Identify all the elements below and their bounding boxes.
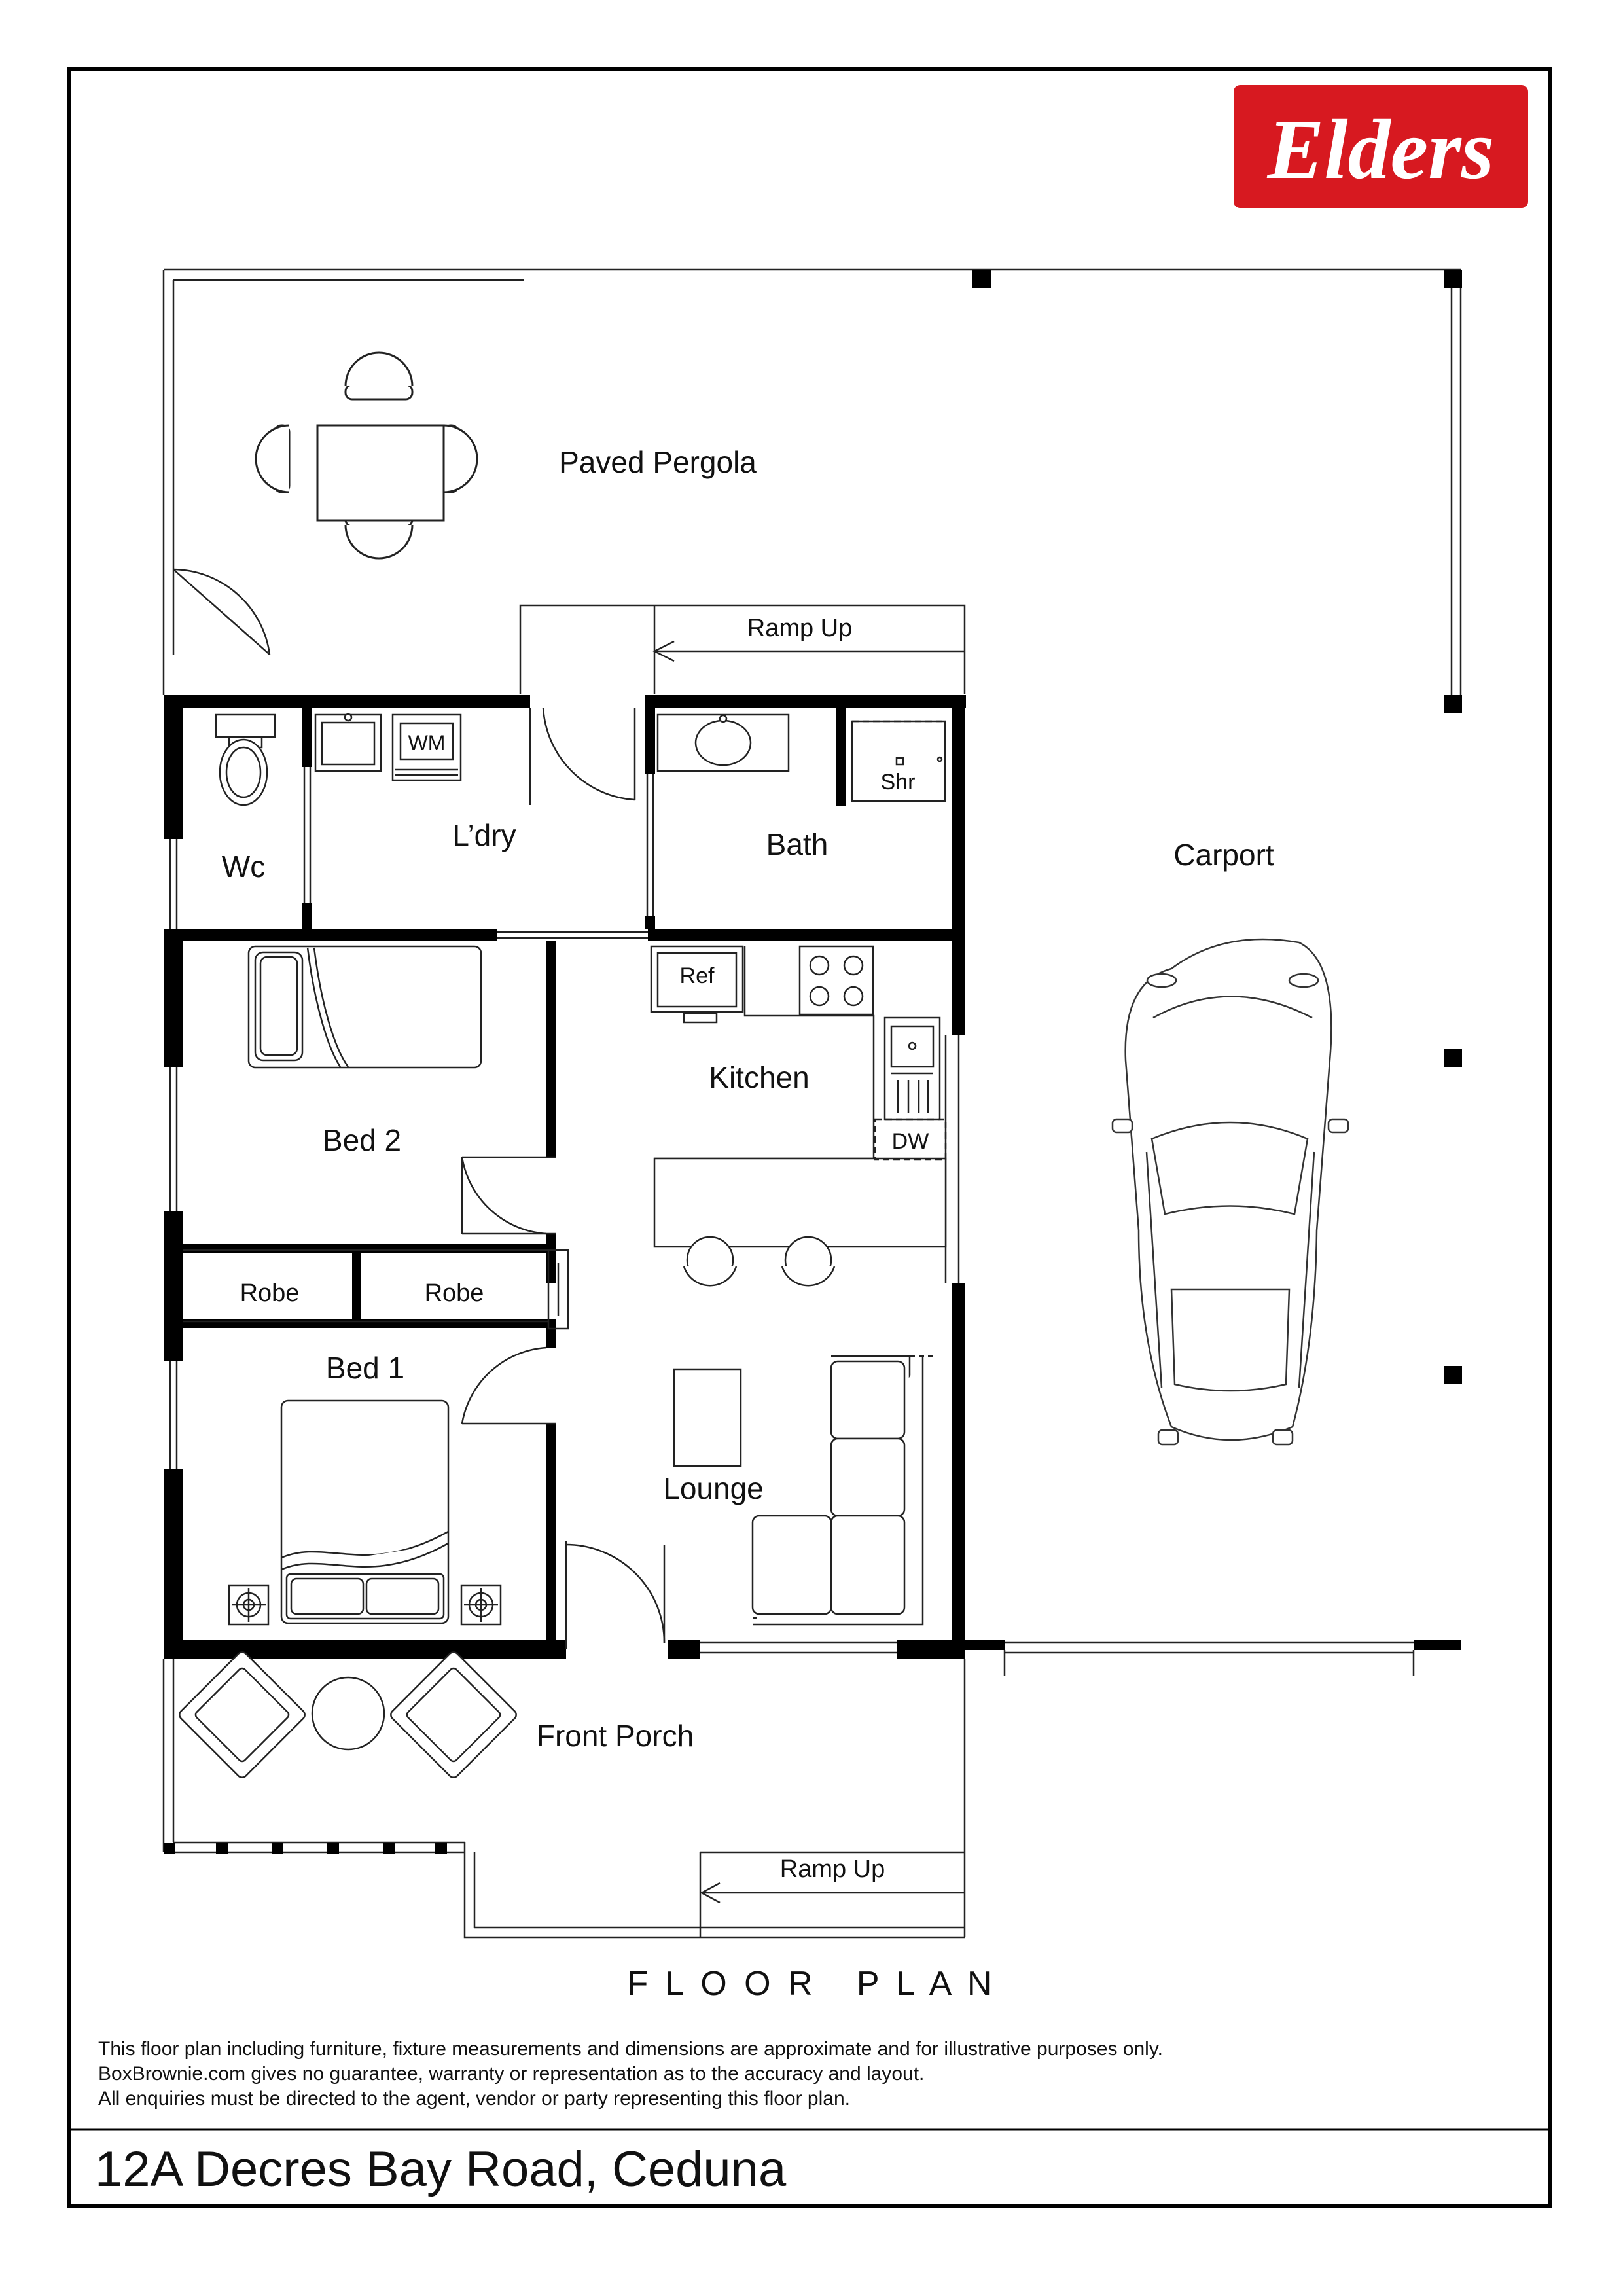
- label-shower: Shr: [880, 770, 916, 795]
- dining-table-icon: [256, 353, 477, 558]
- label-robe-1: Robe: [240, 1280, 300, 1307]
- label-kitchen: Kitchen: [709, 1060, 810, 1094]
- disclaimer-line-1: This floor plan including furniture, fixture measurements and dimensions are approximate and for illustrative purposes only.: [98, 2038, 1163, 2060]
- disclaimer-line-2: BoxBrownie.com gives no guarantee, warranty or representation as to the accuracy and layout.: [98, 2063, 925, 2085]
- label-bed1: Bed 1: [325, 1351, 405, 1385]
- coffee-table-icon: [674, 1369, 741, 1466]
- ramp-top: [520, 605, 965, 694]
- basin-icon: [658, 715, 789, 771]
- label-ramp-up-top: Ramp Up: [747, 615, 853, 642]
- label-laundry: L’dry: [452, 818, 516, 852]
- laundry-tub-icon: [315, 714, 381, 771]
- side-table-icon: [312, 1677, 384, 1749]
- sofa-icon: [753, 1356, 936, 1624]
- label-wc: Wc: [221, 850, 266, 884]
- label-ramp-up-bottom: Ramp Up: [779, 1856, 885, 1883]
- label-washing-machine: WM: [408, 731, 446, 755]
- page-border: [69, 69, 1550, 2206]
- label-bath: Bath: [766, 827, 829, 861]
- label-bed2: Bed 2: [322, 1123, 402, 1157]
- toilet-icon: [216, 715, 275, 805]
- porch-armchairs: [177, 1650, 518, 1780]
- label-lounge: Lounge: [663, 1471, 764, 1505]
- single-bed-icon: [249, 946, 481, 1067]
- property-address: 12A Decres Bay Road, Ceduna: [95, 2142, 787, 2197]
- disclaimer-line-3: All enquiries must be directed to the agent, vendor or party representing this floor plan.: [98, 2088, 850, 2109]
- label-front-porch: Front Porch: [536, 1719, 694, 1753]
- label-fridge: Ref: [679, 963, 715, 988]
- label-dishwasher: DW: [891, 1129, 929, 1154]
- cooktop-icon: [800, 946, 873, 1014]
- label-robe-2: Robe: [424, 1280, 484, 1307]
- pergola-door: [173, 569, 270, 655]
- label-paved-pergola: Paved Pergola: [559, 445, 757, 479]
- sink-icon: [885, 1018, 940, 1119]
- label-carport: Carport: [1173, 838, 1274, 872]
- floor-plan-caption: F L O O R P L A N: [627, 1965, 996, 2003]
- elders-logo: [1234, 85, 1528, 208]
- car-icon: [1113, 939, 1348, 1444]
- double-bed-icon: [229, 1401, 501, 1624]
- elders-logo-text: Elders: [1267, 103, 1495, 197]
